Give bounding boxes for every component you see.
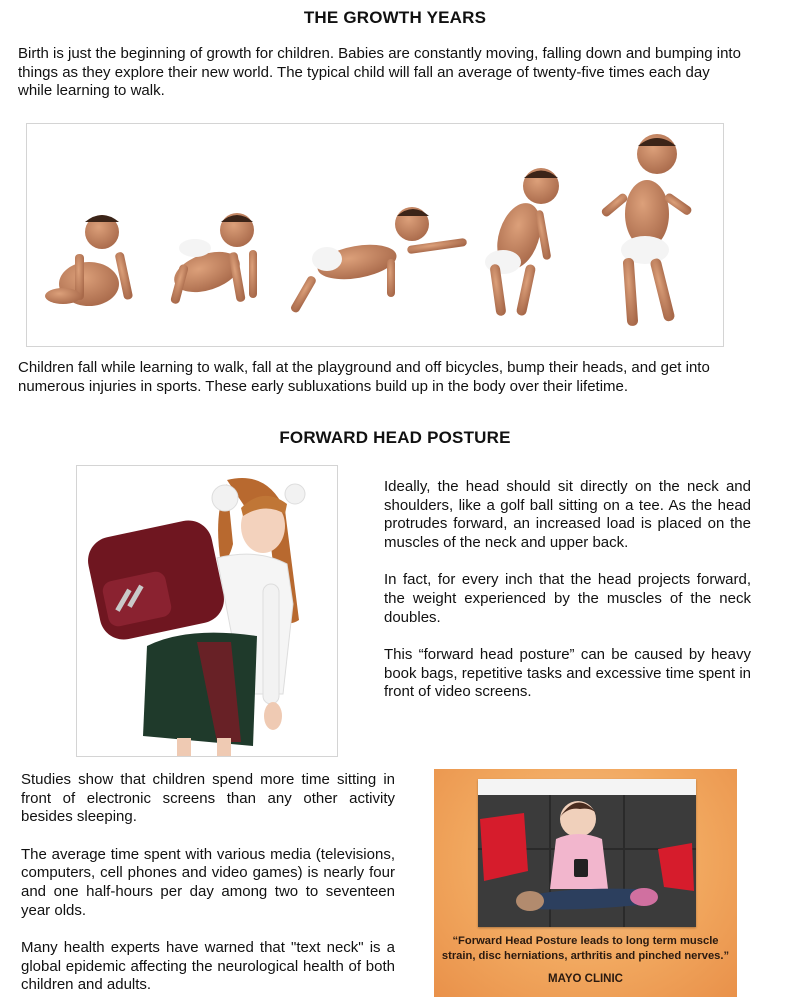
toddler-couch-illustration xyxy=(478,779,696,927)
girl-backpack-illustration xyxy=(77,466,337,756)
growth-intro-paragraph: Birth is just the beginning of growth for children. Babies are constantly moving, falling down and bumping into things as they explore their new world. The typical child will fall an average of twenty-five times each day while learning to walk. xyxy=(18,45,741,100)
posture-paragraph-3: This “forward head posture” can be caused by heavy book bags, repetitive tasks and excessive time spent in front of video screens. xyxy=(384,646,751,701)
posture-paragraph-2: In fact, for every inch that the head projects forward, the weight experienced by the muscles of the neck doubles. xyxy=(384,571,751,626)
mayo-clinic-quote-card xyxy=(434,769,737,997)
forward-head-posture-title: FORWARD HEAD POSTURE xyxy=(279,428,511,447)
screen-time-paragraph-1: Studies show that children spend more time sitting in front of electronic screens than any other activity besides sleeping. xyxy=(21,771,395,826)
screen-time-text-column xyxy=(21,771,395,995)
baby-standing-bent xyxy=(485,168,559,316)
baby-reaching xyxy=(290,207,468,314)
screen-time-paragraph-3: Many health experts have warned that "text neck" is a global epidemic affecting the neurological health of both children and adults. xyxy=(21,939,395,994)
baby-growth-illustration xyxy=(27,124,723,346)
baby-sitting xyxy=(45,215,133,306)
quote-source: MAYO CLINIC xyxy=(548,973,623,985)
girl-backpack-photo xyxy=(76,465,338,757)
posture-paragraph-1: Ideally, the head should sit directly on the neck and shoulders, like a golf ball sitting on a tee. As the head protrudes forward, an increased load is placed on the muscles of the neck and upper back. xyxy=(384,478,751,551)
baby-crawling xyxy=(169,213,257,305)
falls-paragraph: Children fall while learning to walk, fall at the playground and off bicycles, bump their heads, and get into numerous injuries in sports. These early subluxations build up in the body over their lifetime. xyxy=(18,359,710,395)
growth-years-title: THE GROWTH YEARS xyxy=(303,8,487,27)
screen-time-paragraph-2: The average time spent with various media (televisions, computers, cell phones and video games) is nearly four and one half-hours per day among two to seventeen year olds. xyxy=(21,845,395,919)
posture-text-column xyxy=(384,478,751,702)
toddler-phone-photo xyxy=(478,779,696,927)
quote-text: “Forward Head Posture leads to long term muscle strain, disc herniations, arthritis and pinched nerves.” xyxy=(441,935,730,962)
baby-standing-upright xyxy=(600,134,693,326)
baby-growth-photo xyxy=(26,123,724,347)
